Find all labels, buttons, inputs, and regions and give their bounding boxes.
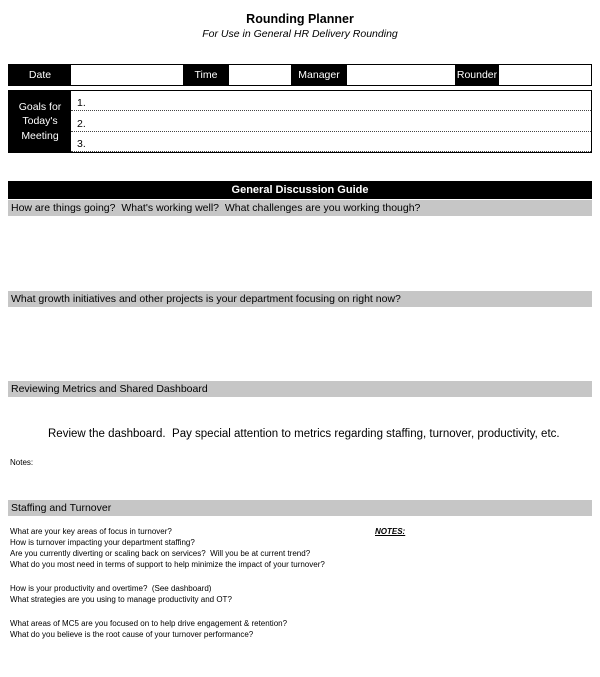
metrics-notes-label: Notes: <box>10 458 34 467</box>
goal-line-2[interactable] <box>71 111 591 131</box>
goal-number-2: 2. <box>77 117 86 130</box>
manager-field[interactable] <box>347 65 455 85</box>
staffing-question-4: What do you most need in terms of support to help minimize the impact of your turnover? <box>10 560 325 569</box>
staffing-question-2: How is turnover impacting your department staffing? <box>10 538 195 547</box>
answer-area-how-are-things[interactable] <box>8 217 592 290</box>
date-label: Date <box>9 65 71 85</box>
goal-number-3: 3. <box>77 137 86 150</box>
question-bar-how-are-things: How are things going? What's working well? What challenges are you working though? <box>8 200 592 216</box>
goals-section <box>8 90 592 153</box>
staffing-notes-area[interactable] <box>375 540 592 670</box>
question-group-gap <box>10 570 372 583</box>
staffing-question-5: How is your productivity and overtime? (See dashboard) <box>10 584 212 593</box>
staffing-question-3: Are you currently diverting or scaling back on services? Will you be at current trend? <box>10 549 311 558</box>
goal-line-1[interactable] <box>71 91 591 111</box>
goal-number-1: 1. <box>77 97 86 110</box>
staffing-questions-list <box>10 526 372 640</box>
info-header-row <box>8 64 592 86</box>
general-discussion-banner: General Discussion Guide <box>8 181 592 199</box>
document-subtitle: For Use in General HR Delivery Rounding <box>202 28 398 40</box>
metrics-instruction-text: Review the dashboard. Pay special attention to metrics regarding staffing, turnover, productivity, etc. <box>48 428 560 440</box>
time-field[interactable] <box>229 65 291 85</box>
staffing-question-6: What strategies are you using to manage productivity and OT? <box>10 595 232 604</box>
goals-lines <box>71 91 591 152</box>
goals-label: Goals for Today's Meeting <box>9 91 71 152</box>
manager-label: Manager <box>291 65 347 85</box>
rounder-label: Rounder <box>455 65 499 85</box>
section-bar-reviewing-metrics: Reviewing Metrics and Shared Dashboard <box>8 381 592 397</box>
staffing-notes-label: NOTES: <box>375 527 406 536</box>
answer-area-growth-initiatives[interactable] <box>8 308 592 380</box>
goal-line-3[interactable] <box>71 132 591 152</box>
document-title: Rounding Planner <box>246 12 354 26</box>
time-label: Time <box>183 65 229 85</box>
date-field[interactable] <box>71 65 183 85</box>
question-bar-growth-initiatives: What growth initiatives and other projects is your department focusing on right now? <box>8 291 592 307</box>
staffing-question-7: What areas of MC5 are you focused on to help drive engagement & retention? <box>10 619 288 628</box>
metrics-notes-area[interactable] <box>8 468 592 499</box>
staffing-question-1: What are your key areas of focus in turnover? <box>10 527 172 536</box>
section-bar-staffing-turnover: Staffing and Turnover <box>8 500 592 516</box>
staffing-question-8: What do you believe is the root cause of your turnover performance? <box>10 630 254 639</box>
question-group-gap <box>10 605 372 618</box>
